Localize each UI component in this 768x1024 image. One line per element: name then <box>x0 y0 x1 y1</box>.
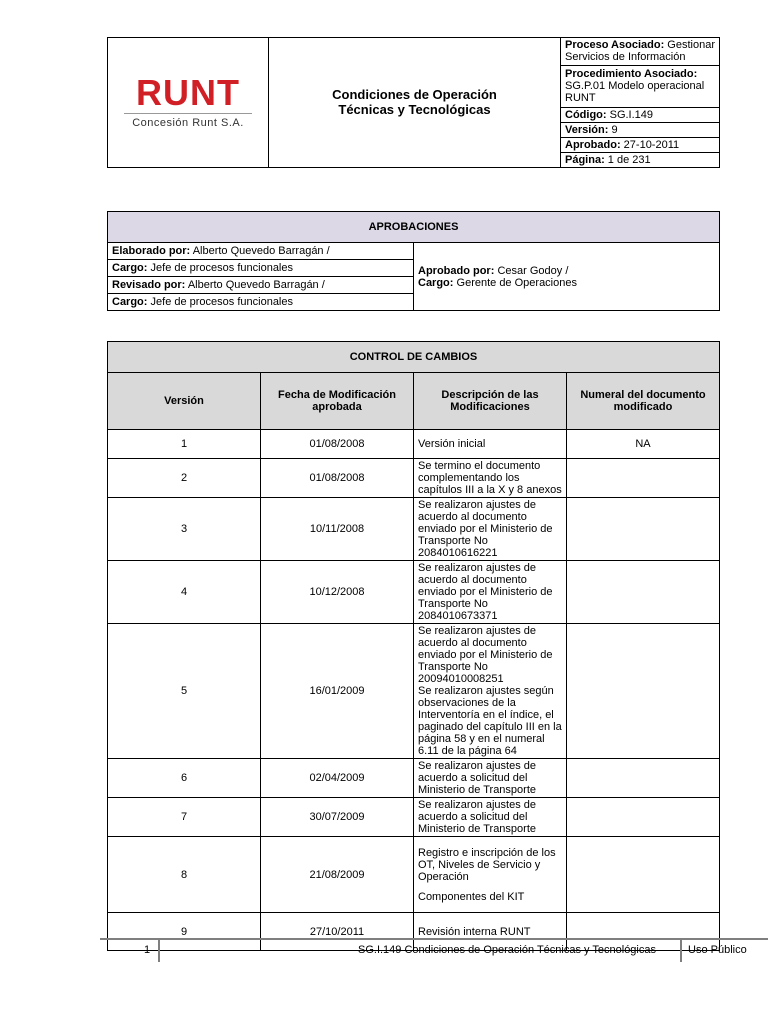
row-description <box>414 498 567 561</box>
runt-logo: RUNT <box>136 72 240 114</box>
row-description-text-2: Se realizaron ajustes según observaciones de la Interventoría en el índice, el paginado del capítulo III en la página 58 y en el numeral 6.11 de la página 64 <box>418 685 562 757</box>
col-fecha: Fecha de Modificación aprobada <box>261 373 414 430</box>
procedimiento-label: Procedimiento Asociado: <box>565 68 698 80</box>
elaborado-value: Alberto Quevedo Barragán / <box>192 245 330 257</box>
approvals-table <box>107 211 720 311</box>
table-row <box>108 798 720 837</box>
row-numeral <box>567 624 720 759</box>
aprobado-label: Aprobado: <box>565 138 621 151</box>
approvals-title: APROBACIONES <box>108 212 720 243</box>
cargo2-value: Jefe de procesos funcionales <box>150 296 293 308</box>
aprobado-por-value: Cesar Godoy / <box>497 264 569 277</box>
row-version: 9 <box>108 913 261 951</box>
revisado-value: Alberto Quevedo Barragán / <box>187 279 325 291</box>
proceso-label: Proceso Asociado: <box>565 39 665 52</box>
pagina-label: Página: <box>565 153 605 166</box>
aprobado-value: 27-10-2011 <box>623 138 680 151</box>
cargo3-value: Gerente de Operaciones <box>456 276 577 289</box>
row-description-text: Se realizaron ajustes de acuerdo a solicitud del Ministerio de Transporte <box>418 760 537 796</box>
footer-page-number: 1 <box>144 944 151 956</box>
proceso-value: Gestionar Servicios de Información <box>565 39 715 64</box>
aprobado-por-label: Aprobado por: <box>418 264 495 277</box>
codigo-value: SG.I.149 <box>609 108 654 121</box>
row-description-text: Se realizaron ajustes de acuerdo a solicitud del Ministerio de Transporte <box>418 799 537 835</box>
metadata-table <box>561 38 719 167</box>
row-numeral <box>567 759 720 798</box>
row-version: 3 <box>108 498 261 561</box>
table-row <box>108 759 720 798</box>
change-rows <box>108 430 720 951</box>
elaborado-label: Elaborado por: <box>112 245 191 257</box>
row-description <box>414 798 567 837</box>
document-header <box>107 37 720 168</box>
elaborado-cell <box>108 243 414 260</box>
row-description-text: Se realizaron ajustes de acuerdo al documento enviado por el Ministerio de Transporte No 2084010616221 <box>418 499 553 559</box>
row-description-text-2: Componentes del KIT <box>418 890 525 903</box>
row-version: 2 <box>108 459 261 498</box>
table-row <box>108 459 720 498</box>
version-value: 9 <box>611 123 618 136</box>
revisado-label: Revisado por: <box>112 279 186 291</box>
row-fecha: 02/04/2009 <box>261 759 414 798</box>
metadata-cell <box>561 38 720 168</box>
row-fecha: 30/07/2009 <box>261 798 414 837</box>
row-description <box>414 430 567 459</box>
cargo1-cell <box>108 260 414 277</box>
row-fecha: 16/01/2009 <box>261 624 414 759</box>
revisado-cell <box>108 277 414 294</box>
row-fecha: 10/12/2008 <box>261 561 414 624</box>
logo-subtitle: Concesión Runt S.A. <box>132 117 244 130</box>
table-row <box>108 498 720 561</box>
row-fecha: 10/11/2008 <box>261 498 414 561</box>
row-description-text: Versión inicial <box>418 438 486 450</box>
row-version: 7 <box>108 798 261 837</box>
row-fecha: 21/08/2009 <box>261 837 414 913</box>
row-description <box>414 459 567 498</box>
cargo1-label: Cargo: <box>112 262 148 274</box>
row-description <box>414 837 567 913</box>
col-numeral: Numeral del documento modificado <box>567 373 720 430</box>
row-description-text: Se realizaron ajustes de acuerdo al documento enviado por el Ministerio de Transporte No 2084010673371 <box>418 562 553 622</box>
footer-divider-2 <box>680 940 682 962</box>
aprobado-por-cell <box>414 243 720 311</box>
logo-divider <box>124 113 252 114</box>
table-row <box>108 430 720 459</box>
row-description-text: Se realizaron ajustes de acuerdo al documento enviado por el Ministerio de Transporte No 20094010008251 <box>418 625 553 685</box>
row-version: 8 <box>108 837 261 913</box>
row-description-text: Se termino el documento complementando los capítulos III a la X y 8 anexos <box>418 460 562 496</box>
row-version: 1 <box>108 430 261 459</box>
title-line-1: Condiciones de Operación <box>332 87 497 103</box>
table-row <box>108 624 720 759</box>
footer-divider-1 <box>158 940 160 962</box>
row-fecha: 01/08/2008 <box>261 430 414 459</box>
cargo1-value: Jefe de procesos funcionales <box>150 262 293 274</box>
row-numeral: NA <box>567 430 720 459</box>
version-label: Versión: <box>565 123 609 136</box>
row-version: 5 <box>108 624 261 759</box>
footer-doc-title: SG.I.149 Condiciones de Operación Técnicas y Tecnológicas <box>358 944 656 956</box>
row-numeral <box>567 561 720 624</box>
title-line-2: Técnicas y Tecnológicas <box>338 102 491 118</box>
codigo-label: Código: <box>565 108 607 121</box>
row-description <box>414 759 567 798</box>
document-title <box>269 38 561 168</box>
row-fecha: 01/08/2008 <box>261 459 414 498</box>
pagina-value: 1 de 231 <box>607 153 651 166</box>
cargo2-cell <box>108 294 414 311</box>
row-description-text: Revisión interna RUNT <box>418 925 531 938</box>
row-fecha: 27/10/2011 <box>261 913 414 951</box>
row-description <box>414 561 567 624</box>
table-row <box>108 837 720 913</box>
row-numeral <box>567 798 720 837</box>
row-numeral <box>567 498 720 561</box>
row-description-text: Registro e inscripción de los OT, Niveles de Servicio y Operación <box>418 846 556 883</box>
col-desc: Descripción de las Modificaciones <box>414 373 567 430</box>
footer-classification: Uso Público <box>688 944 747 956</box>
changes-title: CONTROL DE CAMBIOS <box>108 342 720 373</box>
row-version: 4 <box>108 561 261 624</box>
cargo3-label: Cargo: <box>418 276 454 289</box>
col-version: Versión <box>108 373 261 430</box>
changes-table <box>107 341 720 951</box>
row-version: 6 <box>108 759 261 798</box>
row-numeral <box>567 837 720 913</box>
row-numeral <box>567 459 720 498</box>
logo-cell <box>108 38 269 168</box>
table-row <box>108 561 720 624</box>
cargo2-label: Cargo: <box>112 296 148 308</box>
row-description <box>414 624 567 759</box>
procedimiento-value: SG.P.01 Modelo operacional RUNT <box>565 80 705 104</box>
page-footer <box>100 938 768 964</box>
